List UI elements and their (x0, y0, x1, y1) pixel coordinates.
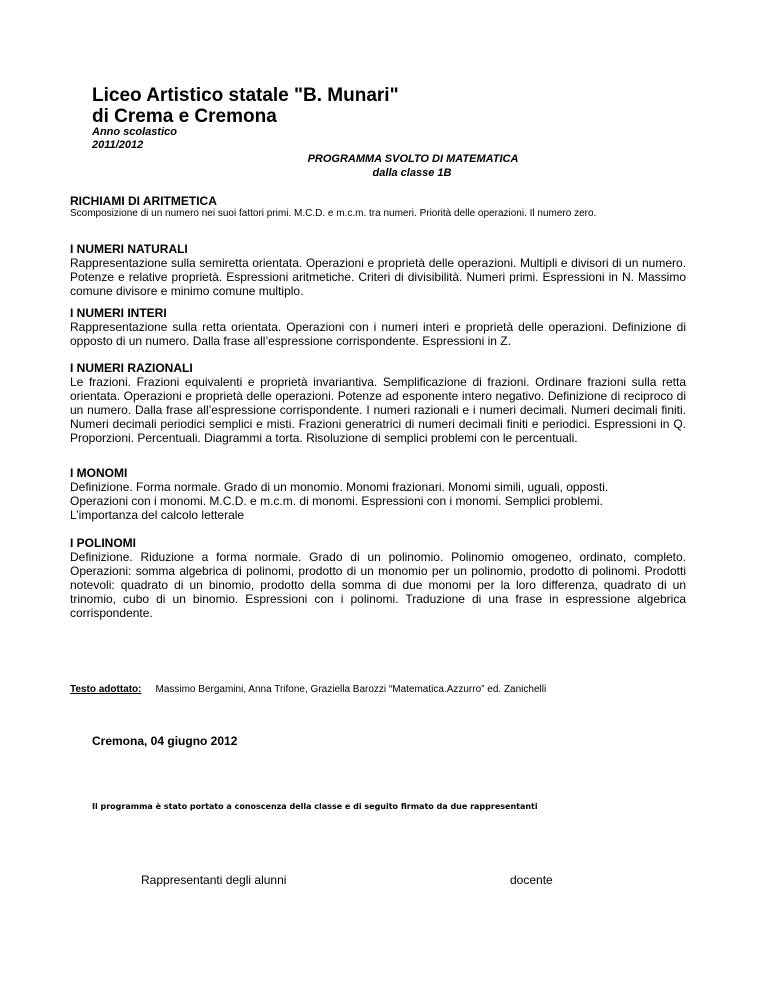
section-numeri-razionali (70, 361, 686, 445)
section-body: Definizione. Riduzione a forma normale. Grado di un polinomio. Polinomio omogeneo, ordinato, completo. Operazioni: somma algebrica di polinomi, prodotto di un monomio per un polinomio, prodotto di polinomi. Prodotti notevoli: quadrato di un binomio, prodotto della somma di due monomi per la loro differenza, quadrato di un trinomio, cubo di un binomio. Espressioni con i polinomi. Traduzione di una frase in espressione algebrica corrispondente. (70, 550, 686, 620)
section-title: I NUMERI INTERI (70, 306, 167, 320)
section-body: Rappresentazione sulla retta orientata. Operazioni con i numeri interi e proprietà delle operazioni. Definizione di opposto di un numero. Dalla frase all’espressione corrispondente. Espressioni in Z. (70, 320, 686, 348)
section-numeri-interi (70, 306, 686, 348)
teacher-label: docente (510, 873, 553, 887)
section-title: I NUMERI NATURALI (70, 242, 188, 256)
school-location: di Crema e Cremona (92, 106, 277, 127)
program-class: dalla classe 1B (372, 167, 452, 179)
section-title: RICHIAMI DI ARITMETICA (70, 194, 217, 208)
section-body-line: Operazioni con i monomi. M.C.D. e m.c.m. di monomi. Espressioni con i monomi. Semplici problemi. (70, 494, 603, 508)
school-year-label: Anno scolastico (92, 126, 177, 138)
section-body: Rappresentazione sulla semiretta orientata. Operazioni e proprietà delle operazioni. Multipli e divisori di un numero. Potenze e relative proprietà. Espressioni aritmetiche. Criteri di divisibilità. Numeri primi. Espressioni in N. Massimo comune divisore e minimo comune multiplo. (70, 256, 686, 298)
section-body: Scomposizione di un numero nei suoi fattori primi. M.C.D. e m.c.m. tra numeri. Priorità delle operazioni. Il numero zero. (70, 208, 597, 219)
textbook-label: Testo adottato: (70, 684, 142, 695)
section-body-line: L’importanza del calcolo letterale (70, 508, 245, 522)
signature-note: Il programma è stato portato a conoscenza della classe e di seguito firmato da due rappresentanti (92, 802, 538, 811)
section-polinomi (70, 536, 686, 620)
school-year-value: 2011/2012 (92, 139, 144, 151)
school-name: Liceo Artistico statale "B. Munari" (92, 85, 399, 106)
student-representatives-label: Rappresentanti degli alunni (141, 873, 287, 887)
section-richiami-aritmetica (70, 194, 686, 221)
section-body-line: Definizione. Forma normale. Grado di un monomio. Monomi frazionari. Monomi simili, uguali, opposti. (70, 480, 609, 494)
program-title: PROGRAMMA SVOLTO DI MATEMATICA (307, 153, 519, 165)
section-body: Le frazioni. Frazioni equivalenti e proprietà invariantiva. Semplificazione di frazioni. Ordinare frazioni sulla retta orientata. Operazioni e proprietà delle operazioni. Potenze ad esponente intero negativo. Definizione di reciproco di un numero. Dalla frase all’espressione corrispondente. I numeri razionali e i numeri decimali. Numeri decimali finiti. Numeri decimali periodici semplici e misti. Frazioni generatrici di numeri decimali finiti e periodici. Espressioni in Q. Proporzioni. Percentuali. Diagrammi a torta. Risoluzione di semplici problemi con le percentuali. (70, 375, 686, 445)
section-title: I MONOMI (70, 466, 128, 480)
date-place: Cremona, 04 giugno 2012 (92, 734, 238, 748)
section-title: I POLINOMI (70, 536, 136, 550)
textbook-value: Massimo Bergamini, Anna Trifone, Graziella Barozzi “Matematica.Azzurro” ed. Zanichelli (155, 684, 547, 695)
section-numeri-naturali (70, 242, 686, 298)
textbook-line (70, 684, 690, 696)
section-title: I NUMERI RAZIONALI (70, 361, 193, 375)
section-monomi (70, 466, 686, 522)
